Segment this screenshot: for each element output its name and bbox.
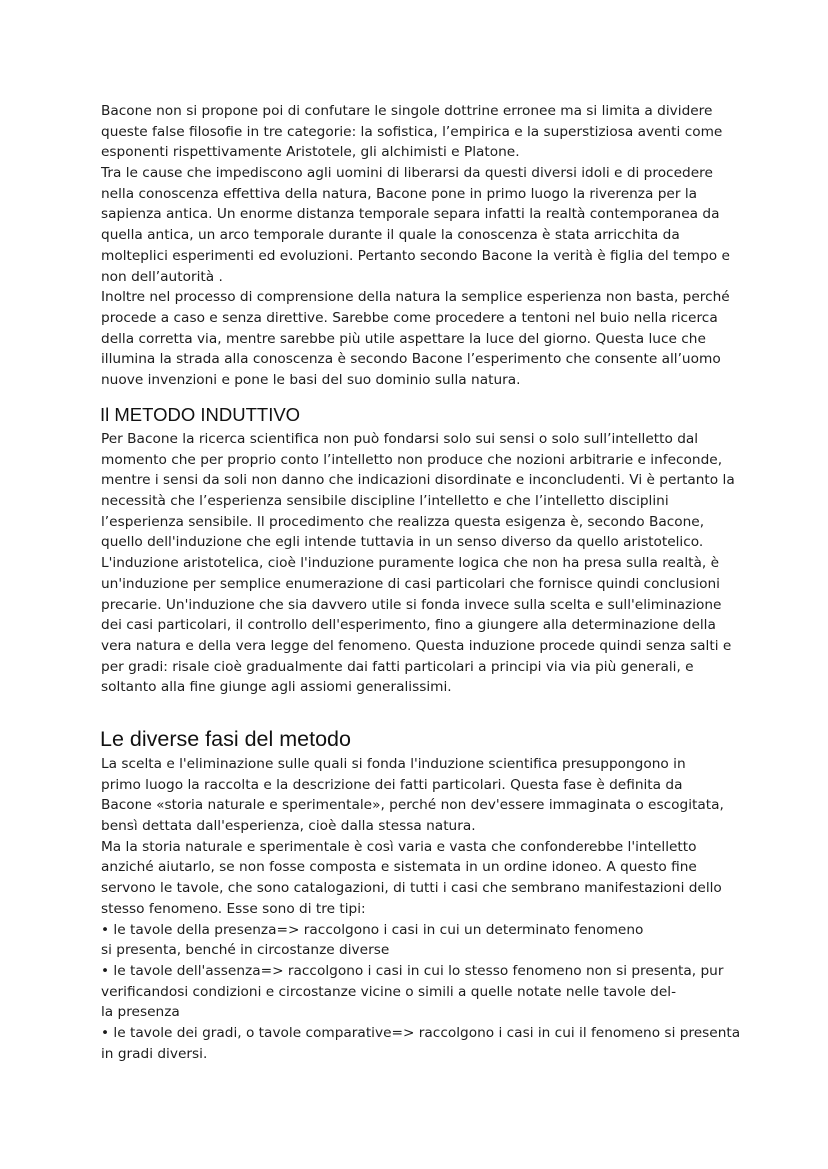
text-line: verificandosi condizioni e circostanze vicine o simili a quelle notate nelle tavole del-: [101, 983, 677, 1000]
text-line: sapienza antica. Un enorme distanza temporale separa infatti la realtà contemporanea da: [101, 206, 720, 223]
text-line: momento che per proprio conto l’intelletto non produce che nozioni arbitrarie e infeconde,: [101, 451, 723, 468]
text-line: in gradi diversi.: [101, 1045, 208, 1062]
text-line: della corretta via, mentre sarebbe più utile aspettare la luce del giorno. Questa luce che: [101, 330, 706, 347]
text-line: stesso fenomeno. Esse sono di tre tipi:: [101, 900, 366, 917]
text-line: • le tavole dei gradi, o tavole comparative=> raccolgono i casi in cui il fenomeno si presenta: [101, 1024, 741, 1041]
text-line: • le tavole della presenza=> raccolgono i casi in cui un determinato fenomeno: [101, 921, 644, 938]
text-line: precarie. Un'induzione che sia davvero utile si fonda invece sulla scelta e sull'eliminazione: [101, 596, 722, 613]
text-line: soltanto alla fine giunge agli assiomi generalissimi.: [101, 679, 452, 696]
text-line: Ma la storia naturale e sperimentale è così varia e vasta che confonderebbe l'intelletto: [101, 838, 697, 855]
text-line: anziché aiutarlo, se non fosse composta e sistemata in un ordine idoneo. A questo fine: [101, 859, 697, 876]
paragraph-fasi-del-metodo: [101, 754, 741, 1064]
paragraph-metodo-induttivo: [101, 429, 741, 698]
heading-fasi-del-metodo: Le diverse fasi del metodo: [100, 727, 351, 751]
text-line: mentre i sensi da soli non danno che indicazioni disordinate e inconcludenti. Vi è pertanto la: [101, 472, 735, 489]
text-line: un'induzione per semplice enumerazione di casi particolari che fornisce quindi conclusioni: [101, 575, 720, 592]
text-line: queste false filosofie in tre categorie: la sofistica, l’empirica e la superstiziosa aventi come: [101, 123, 723, 140]
text-line: la presenza: [101, 1004, 180, 1021]
paragraph-bacone-idols: [101, 101, 741, 391]
text-line: Bacone non si propone poi di confutare le singole dottrine erronee ma si limita a dividere: [101, 103, 713, 119]
text-line: per gradi: risale cioè gradualmente dai fatti particolari a principi via via più generali, e: [101, 658, 694, 675]
text-line: bensì dettata dall'esperienza, cioè dalla stessa natura.: [101, 818, 476, 835]
text-line: La scelta e l'eliminazione sulle quali si fonda l'induzione scientifica presuppongono in: [101, 756, 686, 772]
text-line: necessità che l’esperienza sensibile discipline l’intelletto e che l’intelletto disciplini: [101, 493, 669, 510]
heading-metodo-induttivo: Il METODO INDUTTIVO: [100, 404, 301, 425]
text-line: vera natura e della vera legge del fenomeno. Questa induzione procede quindi senza salti e: [101, 637, 732, 654]
text-line: nella conoscenza effettiva della natura, Bacone pone in primo luogo la riverenza per la: [101, 185, 698, 202]
text-line: esponenti rispettivamente Aristotele, gli alchimisti e Platone.: [101, 144, 520, 161]
text-line: Bacone «storia naturale e sperimentale», perché non dev'essere immaginata o escogitata,: [101, 797, 724, 814]
text-line: l’esperienza sensibile. Il procedimento che realizza questa esigenza è, secondo Bacone,: [101, 513, 705, 530]
text-line: molteplici esperimenti ed evoluzioni. Pertanto secondo Bacone la verità è figlia del tempo e: [101, 247, 730, 264]
text-line: quello dell'induzione che egli intende tuttavia in un senso diverso da quello aristotelico.: [101, 534, 704, 551]
text-line: servono le tavole, che sono catalogazioni, di tutti i casi che sembrano manifestazioni dello: [101, 880, 722, 897]
text-line: non dell’autorità .: [101, 268, 223, 285]
text-line: quella antica, un arco temporale durante il quale la conoscenza è stata arricchita da: [101, 227, 680, 244]
text-line: Tra le cause che impediscono agli uomini di liberarsi da questi diversi idoli e di procedere: [101, 165, 713, 182]
text-line: illumina la strada alla conoscenza è secondo Bacone l’esperimento che consente all’uomo: [101, 351, 721, 368]
text-line: • le tavole dell'assenza=> raccolgono i casi in cui lo stesso fenomeno non si presenta, pur: [101, 962, 724, 979]
text-line: dei casi particolari, il controllo dell'esperimento, fino a giungere alla determinazione della: [101, 617, 716, 634]
text-line: si presenta, benché in circostanze diverse: [101, 942, 390, 959]
text-line: Per Bacone la ricerca scientifica non può fondarsi solo sui sensi o solo sull’intelletto dal: [101, 431, 699, 447]
text-line: procede a caso e senza direttive. Sarebbe come procedere a tentoni nel buio nella ricerca: [101, 309, 718, 326]
text-line: primo luogo la raccolta e la descrizione dei fatti particolari. Questa fase è definita da: [101, 776, 683, 793]
text-line: Inoltre nel processo di comprensione della natura la semplice esperienza non basta, perché: [101, 289, 730, 306]
text-line: nuove invenzioni e pone le basi del suo dominio sulla natura.: [101, 371, 521, 388]
text-line: L'induzione aristotelica, cioè l'induzione puramente logica che non ha presa sulla realtà, è: [101, 555, 720, 572]
